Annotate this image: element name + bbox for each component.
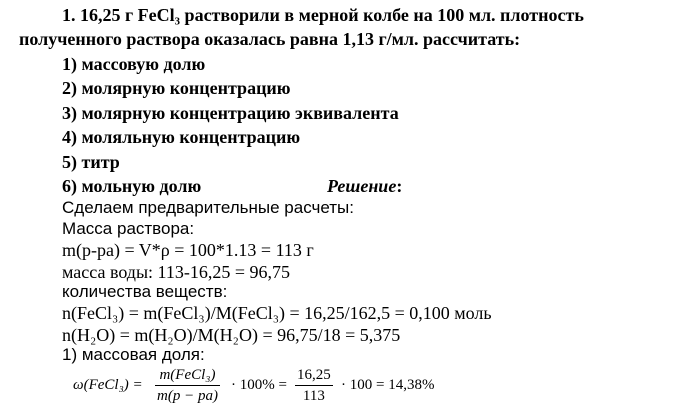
problem-line-2: полученного раствора оказалась равна 1,13 г/мл. рассчитать:: [19, 29, 521, 49]
amount-label: количества веществ:: [62, 282, 228, 301]
task-item-5: 5) титр: [62, 152, 120, 172]
mass-label: Масса раствора:: [62, 219, 195, 238]
task-item-4: 4) моляльную концентрацию: [62, 127, 301, 147]
solution-heading-text: Решение: [327, 176, 397, 196]
mass-fraction-formula: [73, 365, 453, 409]
solution-intro: Сделаем предварительные расчеты:: [62, 198, 354, 217]
task-item-2: 2) молярную концентрацию: [62, 78, 291, 98]
mass-fraction-label: 1) массовая доля:: [62, 345, 205, 364]
solution-heading-colon: :: [396, 176, 403, 196]
n-h2o-calc: n(H₂O) = m(H₂O)/M(H₂O) = 96,75/18 = 5,375: [62, 325, 401, 345]
formula-fraction-1: [155, 367, 220, 405]
formula-fraction-2-denominator: 113: [295, 385, 333, 405]
formula-fraction-2-numerator: 16,25: [297, 367, 331, 383]
task-item-1: 1) массовую долю: [62, 54, 206, 74]
formula-fraction-2: [295, 367, 333, 405]
n-fecl3-calc: n(FeCl₃) = m(FeCl₃)/M(FeCl₃) = 16,25/162,5 = 0,100 моль: [62, 303, 492, 323]
task-item-6: 6) мольную долю: [62, 176, 202, 196]
formula-rhs: · 100 = 14,38%: [341, 377, 435, 393]
formula-fraction-1-numerator: m(FeCl₃): [159, 367, 216, 383]
problem-line-1: 1. 16,25 г FeCl₃ растворили в мерной колбе на 100 мл. плотность: [62, 5, 584, 25]
solution-heading: [327, 177, 402, 195]
water-calc: масса воды: 113-16,25 = 96,75: [62, 262, 291, 282]
formula-lhs: ω(FeCl₃) =: [73, 377, 143, 393]
mass-calc: m(р-ра) = V*ρ = 100*1.13 = 113 г: [62, 240, 314, 260]
task-item-3: 3) молярную концентрацию эквивалента: [62, 103, 399, 123]
formula-middle: · 100% =: [231, 377, 287, 393]
formula-fraction-1-denominator: m(p − pa): [155, 385, 220, 405]
